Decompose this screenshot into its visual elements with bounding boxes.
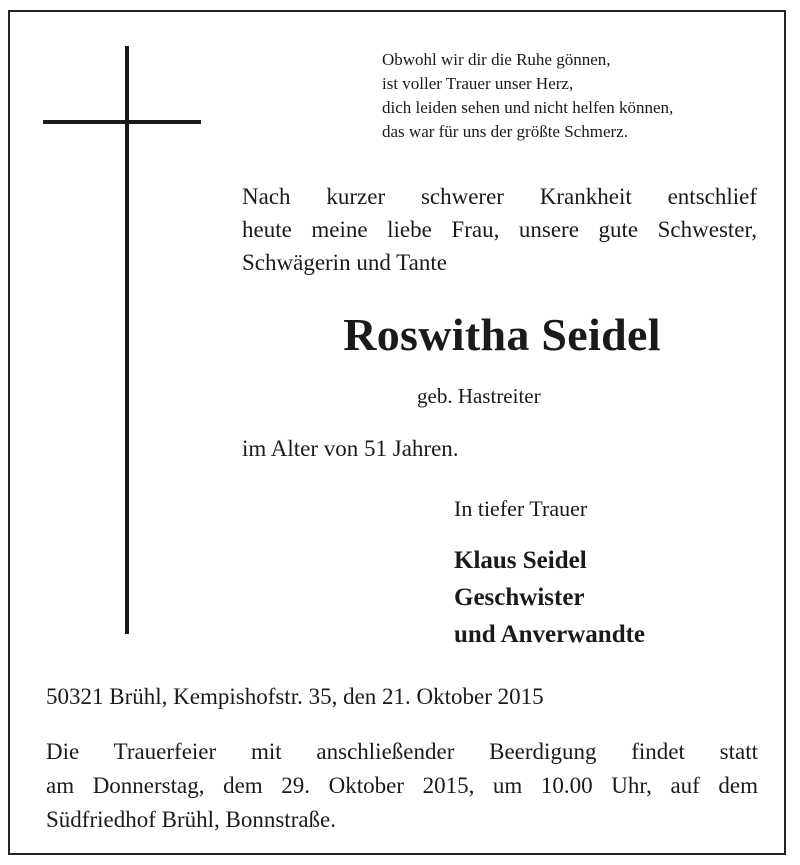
intro-line: Schwägerin und Tante — [242, 250, 447, 275]
deceased-name: Roswitha Seidel — [343, 309, 661, 360]
funeral-line: Südfriedhof Brühl, Bonnstraße. — [46, 807, 337, 832]
poem-line: ist voller Trauer unser Herz, — [382, 74, 574, 93]
funeral-line: Die Trauerfeier mit anschließender Beerdigung findet statt — [46, 739, 758, 764]
age-text: im Alter von 51 Jahren. — [242, 436, 459, 461]
poem-line: das war für uns der größte Schmerz. — [382, 122, 628, 141]
mourning-heading: In tiefer Trauer — [454, 496, 588, 521]
intro-line: heute meine liebe Frau, unsere gute Schwester, — [242, 217, 757, 242]
obituary-notice — [8, 10, 786, 855]
funeral-line: am Donnerstag, dem 29. Oktober 2015, um 10.00 Uhr, auf dem — [46, 773, 758, 798]
mourner-name: und Anverwandte — [454, 621, 646, 648]
intro-text — [242, 180, 757, 279]
poem — [382, 48, 673, 144]
mourners-list — [454, 542, 645, 653]
mourner-name: Geschwister — [454, 584, 585, 611]
poem-line: dich leiden sehen und nicht helfen können, — [382, 98, 674, 117]
maiden-name: geb. Hastreiter — [417, 384, 541, 408]
cross-horizontal-bar — [43, 120, 201, 124]
poem-line: Obwohl wir dir die Ruhe gönnen, — [382, 50, 611, 69]
mourner-name: Klaus Seidel — [454, 547, 587, 574]
intro-line: Nach kurzer schwerer Krankheit entschlief — [242, 184, 757, 209]
funeral-info — [46, 735, 758, 837]
address-date: 50321 Brühl, Kempishofstr. 35, den 21. Oktober 2015 — [46, 684, 544, 709]
cross-vertical-bar — [125, 46, 129, 634]
